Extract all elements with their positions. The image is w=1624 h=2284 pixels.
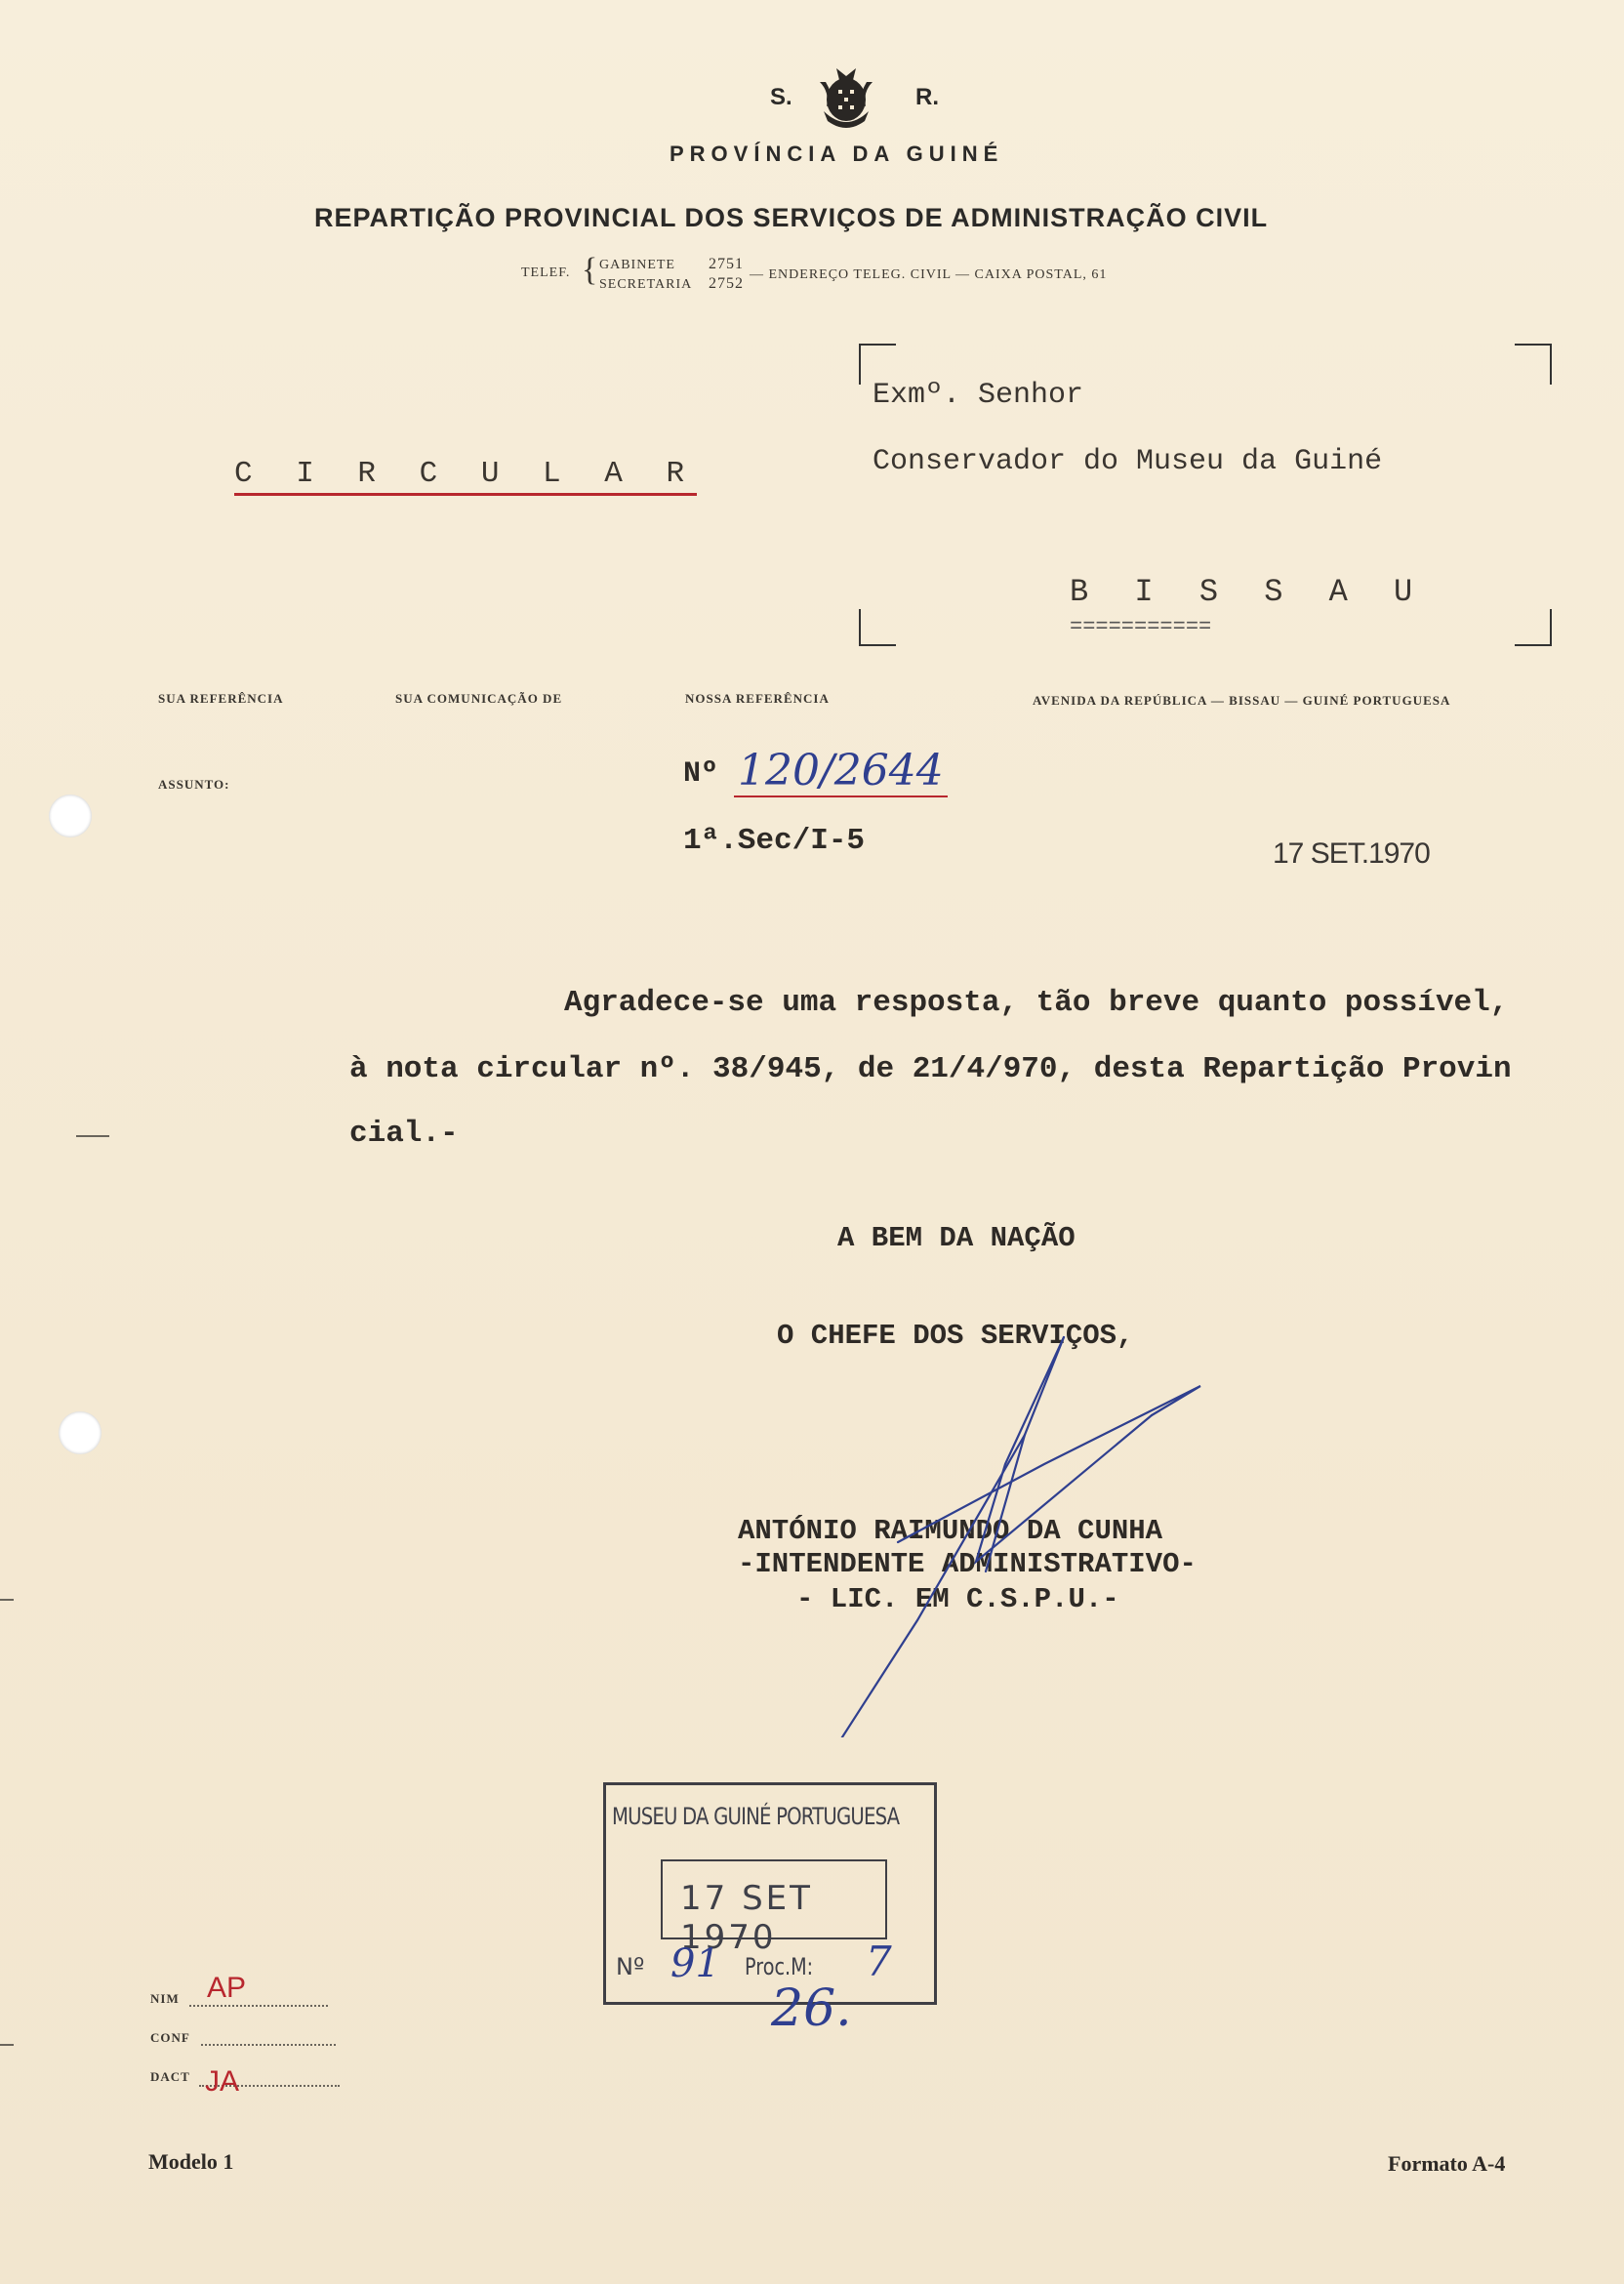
- telef-label: TELEF.: [521, 265, 571, 280]
- museum-stamp-date-box: [661, 1859, 887, 1957]
- dact-value: JA: [205, 2065, 240, 2098]
- museum-stamp-proc-label: Proc.M:: [745, 1953, 814, 1980]
- coat-of-arms-emblem: [812, 62, 880, 131]
- conf-dots: [201, 2044, 336, 2046]
- edge-mark: [0, 1599, 14, 1601]
- secretaria-number: 2752: [709, 275, 744, 292]
- contact-rest: — ENDEREÇO TELEG. CIVIL — CAIXA POSTAL, 61: [750, 267, 1108, 282]
- edge-mark: [76, 1135, 109, 1137]
- circular-heading: C I R C U L A R: [234, 457, 697, 496]
- reference-number: 120/2644: [734, 746, 948, 797]
- gabinete-label: GABINETE: [599, 258, 675, 272]
- reference-section: 1ª.Sec/I-5: [683, 824, 866, 858]
- assunto-label: ASSUNTO:: [158, 777, 230, 792]
- museum-stamp-no-value: 91: [670, 1941, 720, 1986]
- department-title: REPARTIÇÃO PROVINCIAL DOS SERVIÇOS DE ADMINISTRAÇÃO CIVIL: [314, 203, 1269, 232]
- museum-stamp-below: 26.: [771, 1979, 852, 2038]
- telephone-line: [521, 252, 1204, 295]
- header-r-label: R.: [915, 84, 939, 110]
- museum-stamp-date: 17 SET 1970: [680, 1879, 813, 1957]
- address-line: AVENIDA DA REPÚBLICA — BISSAU — GUINÉ PORTUGUESA: [1033, 693, 1451, 708]
- nim-dots: [189, 2005, 328, 2007]
- handwritten-signature: [800, 1327, 1288, 1737]
- body-line-1: Agradece-se uma resposta, tão breve quanto possível,: [564, 986, 1509, 1020]
- museum-stamp-no-label: Nº: [616, 1953, 645, 1980]
- modelo-label: Modelo 1: [148, 2149, 234, 2174]
- recipient-title: Conservador do Museu da Guiné: [873, 445, 1383, 478]
- conf-label: CONF: [150, 2030, 190, 2045]
- sua-referencia-label: SUA REFERÊNCIA: [158, 691, 284, 706]
- telef-brace: {: [582, 252, 599, 288]
- date-stamp: 17 SET.1970: [1273, 837, 1430, 870]
- gabinete-number: 2751: [709, 256, 744, 272]
- punch-hole-top: [49, 795, 92, 837]
- address-bracket-bl: [859, 609, 896, 646]
- address-bracket-br: [1515, 609, 1552, 646]
- sua-comunicacao-label: SUA COMUNICAÇÃO DE: [395, 691, 563, 706]
- closing-motto: A BEM DA NAÇÃO: [837, 1222, 1076, 1254]
- museum-received-stamp: [603, 1782, 937, 2005]
- edge-mark: [0, 2044, 14, 2046]
- recipient-city: B I S S A U: [1070, 574, 1427, 610]
- nim-label: NIM: [150, 1991, 180, 2006]
- dact-label: DACT: [150, 2069, 190, 2084]
- recipient-salutation: Exmº. Senhor: [873, 379, 1084, 412]
- museum-stamp-header: MUSEU DA GUINÉ PORTUGUESA: [612, 1803, 900, 1830]
- signatory-name: ANTÓNIO RAIMUNDO DA CUNHA: [738, 1515, 1163, 1547]
- signatory-degree: - LIC. EM C.S.P.U.-: [796, 1583, 1119, 1615]
- signatory-title: -INTENDENTE ADMINISTRATIVO-: [738, 1548, 1197, 1580]
- province-title: PROVÍNCIA DA GUINÉ: [670, 142, 1004, 166]
- nim-value: AP: [207, 1972, 247, 2004]
- reference-no-label: Nº: [683, 757, 719, 791]
- secretaria-label: SECRETARIA: [599, 277, 693, 292]
- museum-stamp-proc-value: 7: [866, 1937, 892, 1985]
- closing-role: O CHEFE DOS SERVIÇOS,: [777, 1320, 1134, 1352]
- recipient-city-underline: ===========: [1070, 615, 1212, 639]
- nossa-referencia-label: NOSSA REFERÊNCIA: [685, 691, 830, 706]
- body-line-2: à nota circular nº. 38/945, de 21/4/970, desta Repartição Provin: [349, 1052, 1512, 1086]
- address-bracket-tr: [1515, 344, 1552, 385]
- body-line-3: cial.-: [349, 1117, 459, 1151]
- formato-label: Formato A-4: [1388, 2151, 1506, 2176]
- header-s-label: S.: [770, 84, 792, 110]
- punch-hole-bottom: [59, 1411, 102, 1454]
